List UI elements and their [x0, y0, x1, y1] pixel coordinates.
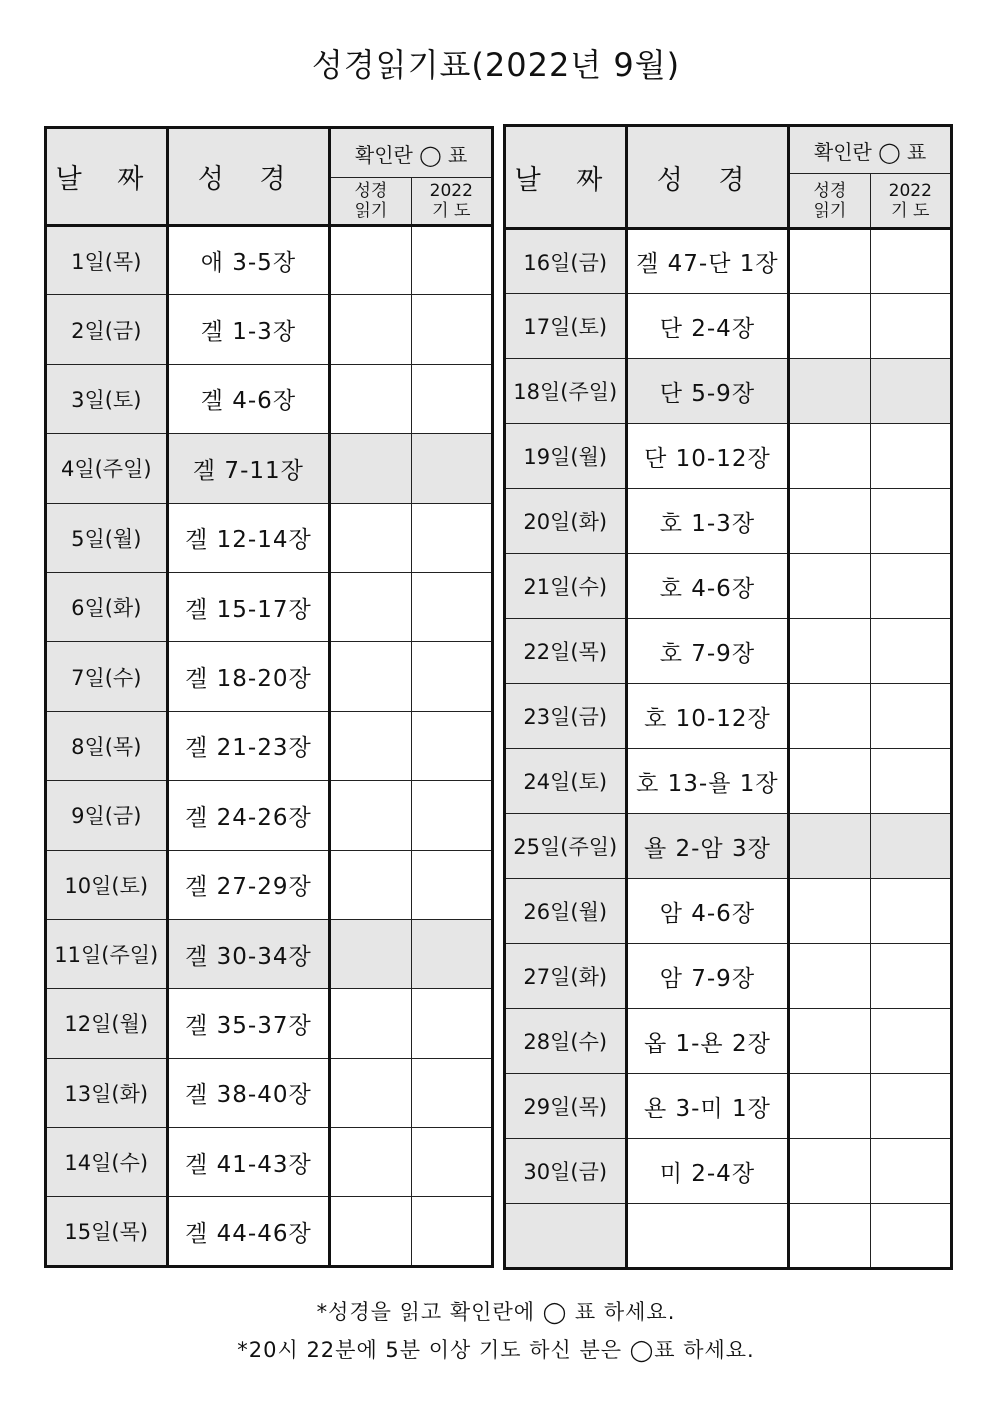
- check-column-header: 확인란 ◯ 표: [330, 128, 493, 178]
- reading-check-box[interactable]: [789, 1074, 870, 1139]
- day-cell: 25일(주일): [505, 814, 627, 879]
- reading-cell: 겔 4-6장: [167, 364, 330, 433]
- table-row: [46, 1058, 493, 1127]
- day-cell: 16일(금): [505, 229, 627, 294]
- reading-check-box[interactable]: [789, 489, 870, 554]
- table-row: [505, 749, 952, 814]
- reading-cell: 겔 30-34장: [167, 919, 330, 988]
- reading-check-box[interactable]: [789, 684, 870, 749]
- reading-check-box[interactable]: [330, 1058, 411, 1127]
- date-column-header: 날 짜: [505, 126, 627, 229]
- day-cell: 11일(주일): [46, 919, 168, 988]
- prayer-check-header: 2022 기 도: [411, 178, 492, 226]
- day-cell: 13일(화): [46, 1058, 168, 1127]
- day-cell: 24일(토): [505, 749, 627, 814]
- reading-check-box[interactable]: [330, 1197, 411, 1266]
- table-row: [505, 554, 952, 619]
- reading-cell: 겔 27-29장: [167, 850, 330, 919]
- day-cell: 19일(월): [505, 424, 627, 489]
- table-row: [505, 359, 952, 424]
- prayer-check-box[interactable]: [870, 359, 951, 424]
- prayer-check-box[interactable]: [411, 572, 492, 641]
- prayer-check-header: 2022 기 도: [870, 174, 951, 229]
- table-row: [46, 1128, 493, 1197]
- day-cell: 8일(목): [46, 711, 168, 780]
- prayer-check-box[interactable]: [411, 1197, 492, 1266]
- table-row: [505, 879, 952, 944]
- reading-check-box[interactable]: [789, 814, 870, 879]
- reading-check-box[interactable]: [330, 434, 411, 503]
- prayer-check-box[interactable]: [870, 814, 951, 879]
- table-row: [505, 619, 952, 684]
- prayer-check-box[interactable]: [411, 364, 492, 433]
- table-row: [46, 919, 493, 988]
- check-column-header: 확인란 ◯ 표: [789, 126, 952, 174]
- table-row: [46, 642, 493, 711]
- reading-check-box[interactable]: [330, 572, 411, 641]
- day-cell: 12일(월): [46, 989, 168, 1058]
- reading-check-box[interactable]: [330, 711, 411, 780]
- prayer-check-box[interactable]: [870, 489, 951, 554]
- table-row: [505, 1204, 952, 1269]
- reading-table-right: [503, 124, 953, 1270]
- table-row: [46, 572, 493, 641]
- prayer-check-box[interactable]: [411, 295, 492, 364]
- table-row: [46, 295, 493, 364]
- reading-check-box[interactable]: [330, 364, 411, 433]
- prayer-check-box[interactable]: [411, 503, 492, 572]
- day-cell: 23일(금): [505, 684, 627, 749]
- reading-cell: 겔 35-37장: [167, 989, 330, 1058]
- table-row: [46, 1197, 493, 1266]
- day-cell: 30일(금): [505, 1139, 627, 1204]
- reading-check-box[interactable]: [789, 424, 870, 489]
- prayer-check-box[interactable]: [411, 434, 492, 503]
- day-cell: 21일(수): [505, 554, 627, 619]
- reading-check-box[interactable]: [789, 1204, 870, 1269]
- reading-check-box[interactable]: [789, 1139, 870, 1204]
- reading-cell: 단 5-9장: [626, 359, 789, 424]
- table-row: [505, 294, 952, 359]
- reading-table-left: [44, 126, 494, 1268]
- table-row: [505, 1074, 952, 1139]
- table-row: [46, 226, 493, 295]
- reading-check-box[interactable]: [789, 619, 870, 684]
- reading-cell: 겔 15-17장: [167, 572, 330, 641]
- reading-cell: 호 7-9장: [626, 619, 789, 684]
- prayer-check-box[interactable]: [411, 642, 492, 711]
- reading-cell: 겔 44-46장: [167, 1197, 330, 1266]
- day-cell: 17일(토): [505, 294, 627, 359]
- day-cell: 6일(화): [46, 572, 168, 641]
- reading-check-box[interactable]: [789, 359, 870, 424]
- day-cell: 1일(목): [46, 226, 168, 295]
- day-cell: 28일(수): [505, 1009, 627, 1074]
- reading-cell: 호 10-12장: [626, 684, 789, 749]
- day-cell: 4일(주일): [46, 434, 168, 503]
- day-cell: 27일(화): [505, 944, 627, 1009]
- reading-cell: 암 4-6장: [626, 879, 789, 944]
- day-cell: 10일(토): [46, 850, 168, 919]
- reading-cell: 단 2-4장: [626, 294, 789, 359]
- reading-cell: 겔 7-11장: [167, 434, 330, 503]
- prayer-check-box[interactable]: [411, 919, 492, 988]
- prayer-check-box[interactable]: [870, 944, 951, 1009]
- table-row: [46, 989, 493, 1058]
- day-cell: 14일(수): [46, 1128, 168, 1197]
- prayer-check-box[interactable]: [870, 229, 951, 294]
- reading-cell: 욘 3-미 1장: [626, 1074, 789, 1139]
- table-row: [46, 850, 493, 919]
- reading-cell: 호 1-3장: [626, 489, 789, 554]
- table-row: [46, 781, 493, 850]
- prayer-check-box[interactable]: [411, 226, 492, 295]
- prayer-check-box[interactable]: [870, 1139, 951, 1204]
- reading-check-box[interactable]: [330, 503, 411, 572]
- bible-column-header: 성 경: [626, 126, 789, 229]
- reading-check-box[interactable]: [330, 1128, 411, 1197]
- reading-check-box[interactable]: [789, 1009, 870, 1074]
- date-column-header: 날 짜: [46, 128, 168, 226]
- reading-cell: 겔 24-26장: [167, 781, 330, 850]
- day-cell: 29일(목): [505, 1074, 627, 1139]
- instruction-note-2: *20시 22분에 5분 이상 기도 하신 분은 ◯표 하세요.: [237, 1338, 755, 1362]
- reading-check-box[interactable]: [789, 944, 870, 1009]
- reading-cell: 겔 38-40장: [167, 1058, 330, 1127]
- day-cell: 2일(금): [46, 295, 168, 364]
- reading-cell: 겔 41-43장: [167, 1128, 330, 1197]
- reading-check-box[interactable]: [330, 781, 411, 850]
- prayer-check-box[interactable]: [870, 879, 951, 944]
- reading-cell: 암 7-9장: [626, 944, 789, 1009]
- reading-check-box[interactable]: [789, 294, 870, 359]
- reading-check-box[interactable]: [789, 879, 870, 944]
- reading-cell: 호 4-6장: [626, 554, 789, 619]
- prayer-check-box[interactable]: [870, 424, 951, 489]
- reading-check-header: 성경 읽기: [789, 174, 870, 229]
- prayer-check-box[interactable]: [870, 1204, 951, 1269]
- prayer-check-box[interactable]: [411, 1058, 492, 1127]
- reading-check-box[interactable]: [330, 642, 411, 711]
- prayer-check-box[interactable]: [870, 294, 951, 359]
- day-cell: [505, 1204, 627, 1269]
- table-row: [46, 364, 493, 433]
- day-cell: 7일(수): [46, 642, 168, 711]
- table-row: [505, 424, 952, 489]
- prayer-check-box[interactable]: [870, 619, 951, 684]
- day-cell: 18일(주일): [505, 359, 627, 424]
- prayer-check-box[interactable]: [870, 684, 951, 749]
- reading-cell: 겔 1-3장: [167, 295, 330, 364]
- prayer-check-box[interactable]: [411, 1128, 492, 1197]
- prayer-check-box[interactable]: [870, 1074, 951, 1139]
- table-row: [505, 944, 952, 1009]
- reading-check-box[interactable]: [330, 226, 411, 295]
- table-row: [46, 503, 493, 572]
- reading-check-box[interactable]: [330, 919, 411, 988]
- prayer-check-box[interactable]: [870, 554, 951, 619]
- table-row: [505, 1009, 952, 1074]
- reading-cell: 겔 47-단 1장: [626, 229, 789, 294]
- reading-cell: 애 3-5장: [167, 226, 330, 295]
- table-row: [46, 711, 493, 780]
- prayer-check-box[interactable]: [411, 850, 492, 919]
- reading-check-box[interactable]: [330, 850, 411, 919]
- table-row: [505, 489, 952, 554]
- day-cell: 22일(목): [505, 619, 627, 684]
- prayer-check-box[interactable]: [870, 1009, 951, 1074]
- day-cell: 20일(화): [505, 489, 627, 554]
- reading-cell: 단 10-12장: [626, 424, 789, 489]
- reading-check-box[interactable]: [789, 749, 870, 814]
- reading-cell: 옵 1-욘 2장: [626, 1009, 789, 1074]
- bible-column-header: 성 경: [167, 128, 330, 226]
- reading-cell: 미 2-4장: [626, 1139, 789, 1204]
- table-row: [505, 684, 952, 749]
- reading-check-box[interactable]: [330, 989, 411, 1058]
- reading-cell: 겔 21-23장: [167, 711, 330, 780]
- instruction-note-1: *성경을 읽고 확인란에 ◯ 표 하세요.: [316, 1300, 676, 1324]
- prayer-check-box[interactable]: [411, 711, 492, 780]
- prayer-check-box[interactable]: [411, 989, 492, 1058]
- table-row: [505, 1139, 952, 1204]
- table-row: [505, 229, 952, 294]
- day-cell: 26일(월): [505, 879, 627, 944]
- day-cell: 5일(월): [46, 503, 168, 572]
- reading-cell: 욜 2-암 3장: [626, 814, 789, 879]
- reading-cell: 호 13-욜 1장: [626, 749, 789, 814]
- reading-check-box[interactable]: [789, 229, 870, 294]
- reading-check-header: 성경 읽기: [330, 178, 411, 226]
- page-title: 성경읽기표(2022년 9월): [311, 46, 681, 84]
- day-cell: 15일(목): [46, 1197, 168, 1266]
- reading-cell: 겔 18-20장: [167, 642, 330, 711]
- table-row: [46, 434, 493, 503]
- reading-cell: [626, 1204, 789, 1269]
- day-cell: 9일(금): [46, 781, 168, 850]
- reading-check-box[interactable]: [330, 295, 411, 364]
- prayer-check-box[interactable]: [870, 749, 951, 814]
- table-row: [505, 814, 952, 879]
- reading-check-box[interactable]: [789, 554, 870, 619]
- day-cell: 3일(토): [46, 364, 168, 433]
- prayer-check-box[interactable]: [411, 781, 492, 850]
- reading-cell: 겔 12-14장: [167, 503, 330, 572]
